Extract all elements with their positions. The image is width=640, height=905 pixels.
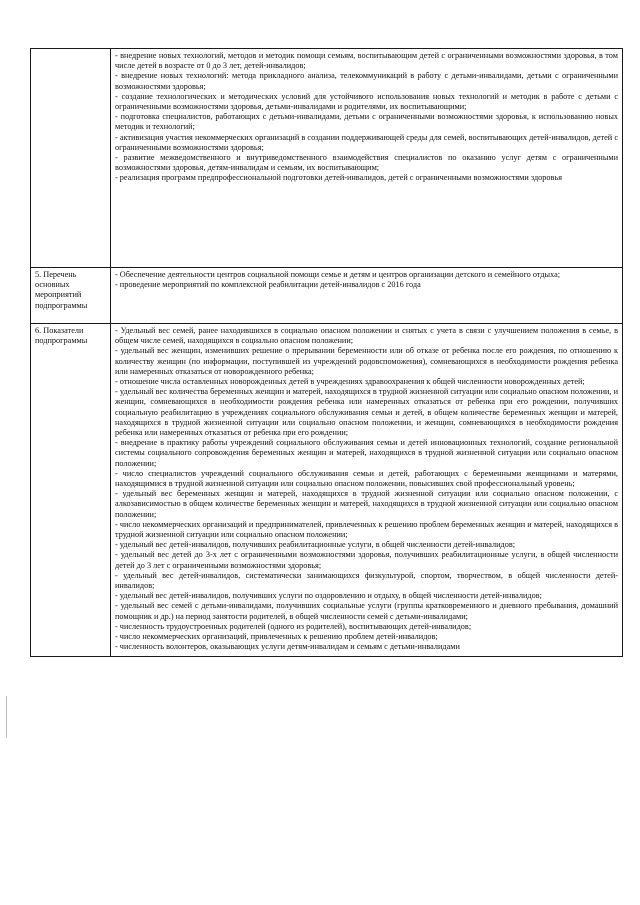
list-item: - удельный вес детей до 3-х лет с ограниченными возможностями здоровья, получивших реабилитационные услуги, в общей численности детей до 3 лет с ограниченными возможностями здоровья;: [115, 550, 618, 570]
list-item: - проведение мероприятий по комплексной реабилитации детей-инвалидов с 2016 года: [115, 280, 421, 290]
list-item: - удельный вес детей-инвалидов, получивших реабилитационные услуги, в общей численности детей-инвалидов;: [115, 540, 516, 550]
table-row-indicators: [31, 324, 623, 657]
list-item: - Удельный вес семей, ранее находившихся в социально опасном положении и снятых с учета в связи с улучшением положения в семье, в общем числе семей, находящихся в социально опасном положении;: [115, 326, 618, 346]
list-item: - удельный вес женщин, изменивших решение о прерывании беременности или об отказе от ребенка после его рождения, по отношению к количеству женщин (по информации, поступившей из учреждений родовспоможения), сомневающихся в необходимости рождения ребенка или намеренных отказаться от новорожденного ребенка;: [115, 346, 618, 376]
list-item: - подготовка специалистов, работающих с детьми-инвалидами, детьми с ограниченными возможностями здоровья, к использованию новых методик и технологий;: [115, 112, 618, 132]
list-item: - внедрение новых технологий: метода прикладного анализа, телекоммуникаций в работу с детьми-инвалидами, детьми с ограниченными возможностями здоровья;: [115, 71, 618, 91]
list-item: - создание технологических и методических условий для устойчивого использования новых технологий и методик в работе с детьми с ограниченными возможностями здоровья, детьми-инвалидами и родителями, их воспитывающими;: [115, 91, 618, 112]
list-item: - удельный вес беременных женщин и матерей, находящихся в трудной жизненной ситуации или социально опасном положении, с алкозависимостью в общем количестве беременных женщин и матерей, находящихся в трудной жизненной ситуации или социально опасном положении;: [115, 489, 618, 519]
list-item: - реализация программ предпрофессиональной подготовки детей-инвалидов, детей с ограниченными возможностями здоровья: [115, 173, 563, 183]
table-row-main-activities: [31, 268, 623, 324]
subprogram-passport-table: [30, 48, 623, 657]
list-item: - отношение числа оставленных новорожденных детей в учреждениях здравоохранения к общей численности новорожденных детей;: [115, 377, 585, 387]
list-item: - Обеспечение деятельности центров социальной помощи семье и детям и центров организации детского и семейного отдыха;: [115, 270, 561, 279]
list-item: - удельный вес детей-инвалидов, получивших услуги по оздоровлению и отдыху, в общей численности детей-инвалидов;: [115, 591, 542, 601]
row-label-empty: [31, 49, 111, 268]
row-label-main-activities: 5. Перечень основных мероприятий подпрограммы: [31, 268, 111, 324]
list-item: - активизация участия некоммерческих организаций в создании поддерживающей среды для семей, воспитывающих детей-инвалидов, детей с ограниченными возможностями здоровья;: [115, 132, 618, 152]
table-row-tasks-continued: [31, 49, 623, 268]
row-content-tasks: [111, 49, 623, 268]
scan-margin-mark: [6, 696, 7, 738]
list-item: - удельный вес количества беременных женщин и матерей, находящихся в трудной жизненной ситуации или социально опасном положении, и женщин, сомневающихся в необходимости рождения ребенка или намеренных отказаться от ребенка при его рождении, получивших социальную реабилитацию в учреждениях социального обслуживания семьи и детей, в общем количестве беременных женщин и матерей, находящихся в трудной жизненной ситуации или социально опасном положении, и женщин, сомневающихся в необходимости рождения ребенка или намеренных отказаться от ребенка при его рождении;: [115, 387, 618, 438]
list-item: - внедрение в практику работы учреждений социального обслуживания семьи и детей инновационных технологий, создание региональной системы социального сопровождения беременных женщин и матерей, находящихся в трудной жизненной ситуации или социально опасном положении;: [115, 438, 618, 468]
list-item: - развитие межведомственного и внутриведомственного взаимодействия специалистов по оказанию услуг детям с ограниченными возможностями здоровья, детям-инвалидам и семьям, их воспитывающим;: [115, 153, 618, 173]
list-item: - число некоммерческих организаций и предпринимателей, привлеченных к решению проблем беременных женщин и матерей, находящихся в трудной жизненной ситуации или социально опасном положении;: [115, 519, 618, 540]
row-content-indicators: [111, 324, 623, 657]
row-label-indicators: 6. Показатели подпрограммы: [31, 324, 111, 657]
list-item: - удельный вес детей-инвалидов, систематически занимающихся физкультурой, спортом, творчеством, в общей численности детей-инвалидов;: [115, 570, 618, 591]
row-content-main-activities: [111, 268, 623, 324]
list-item: - удельный вес семей с детьми-инвалидами, получивших социальные услуги (группы кратковременного и дневного пребывания, домашний помощник и др.) на период занятости родителей, в общей численности семей с детьми-инвалидами;: [115, 601, 618, 621]
list-item: - число специалистов учреждений социального обслуживания семьи и детей, работающих с беременными женщинами и матерями, находящимися в трудной жизненной ситуации или социально опасном положении, повысивших свой профессиональный уровень;: [115, 468, 618, 489]
list-item: - число некоммерческих организаций, привлеченных к решению проблем детей-инвалидов;: [115, 632, 438, 642]
list-item: - численность волонтеров, оказывающих услуги детям-инвалидам и семьям с детьми-инвалидами: [115, 642, 460, 652]
list-item: - внедрение новых технологий, методов и методик помощи семьям, воспитывающим детей с ограниченными возможностями здоровья, в том числе детей в возрасте от 0 до 3 лет, детей-инвалидов;: [115, 51, 618, 71]
list-item: - численность трудоустроенных родителей (одного из родителей), воспитывающих детей-инвалидов;: [115, 621, 472, 631]
